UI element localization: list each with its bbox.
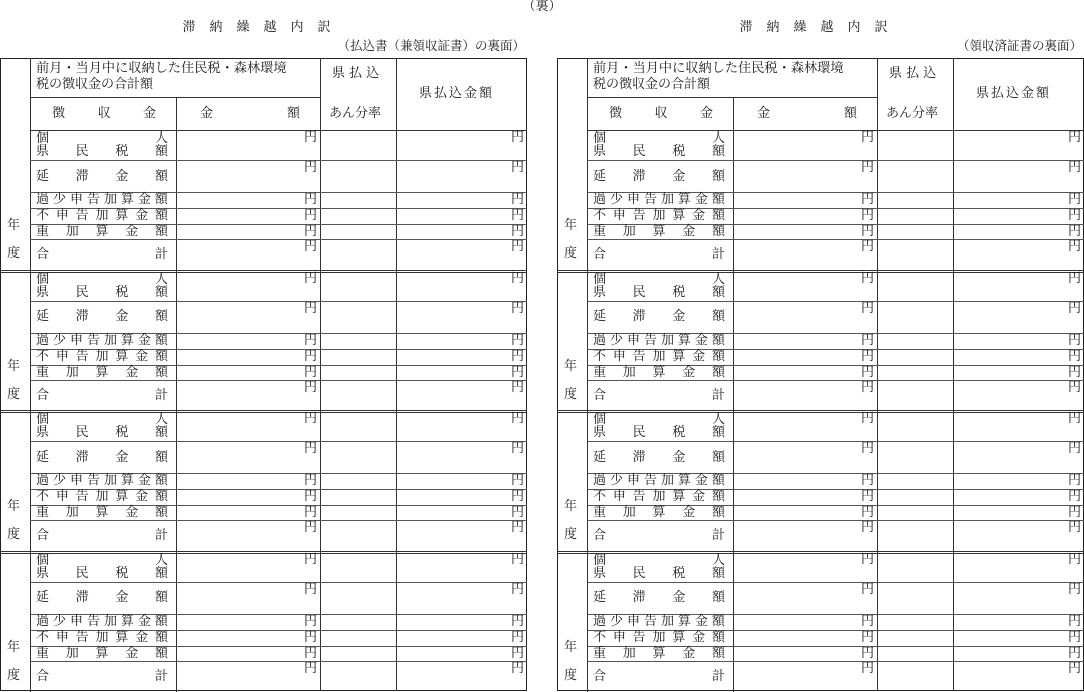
row-label: 県 民 税 額 — [593, 284, 725, 300]
grid-line — [587, 411, 588, 552]
yen-unit: 円 — [861, 629, 875, 645]
right-form-panel — [557, 0, 1084, 692]
spacer — [557, 58, 558, 59]
yen-unit: 円 — [1068, 208, 1082, 223]
grid-line — [587, 58, 588, 130]
yen-unit: 円 — [511, 441, 525, 456]
yen-unit: 円 — [304, 208, 318, 223]
row-label: 合 計 — [36, 247, 168, 263]
yen-unit: 円 — [861, 208, 875, 223]
grid-line — [176, 552, 177, 692]
col-header-anbun-ritsu: 県 払 込 — [889, 66, 937, 81]
row-label: 過 少 申 告 加 算 金 額 — [593, 192, 725, 207]
row-label: 合 計 — [593, 528, 725, 544]
row-label: 個 人 — [36, 271, 168, 287]
yen-unit: 円 — [1068, 473, 1082, 488]
grid-line — [176, 97, 177, 130]
row-label: 重 加 算 金 額 — [36, 505, 168, 520]
yen-unit: 円 — [861, 505, 875, 520]
grid-line — [587, 160, 1084, 161]
year-label: 度 — [7, 667, 21, 683]
year-label: 年 — [7, 358, 21, 374]
grid-line — [30, 552, 31, 692]
col-header-anbun-ritsu: あん分率 — [886, 106, 939, 121]
yen-unit: 円 — [511, 520, 525, 535]
row-label: 不 申 告 加 算 金 額 — [593, 629, 725, 645]
yen-unit: 円 — [511, 332, 525, 348]
yen-unit: 円 — [304, 364, 318, 380]
yen-unit: 円 — [861, 270, 875, 286]
row-label: 県 民 税 額 — [593, 565, 725, 581]
col-header-haraikomi: 県払込金額 — [419, 86, 495, 101]
grid-line — [953, 58, 954, 691]
grid-line — [30, 441, 527, 442]
grid-line — [176, 271, 177, 412]
grid-line — [30, 411, 31, 552]
row-label: 個 人 — [593, 271, 725, 287]
yen-unit: 円 — [861, 489, 875, 504]
header-group-label: 税の徴収金の合計額 — [593, 77, 711, 92]
header-group-label: 前月・当月中に収納した住民税・森林環境 — [36, 61, 287, 76]
yen-unit: 円 — [304, 613, 318, 629]
yen-unit: 円 — [1068, 411, 1082, 426]
grid-line — [587, 582, 1084, 583]
header-group-label: 税の徴収金の合計額 — [36, 77, 154, 92]
yen-unit: 円 — [511, 505, 525, 520]
grid-line — [30, 380, 527, 381]
grid-line — [30, 239, 527, 240]
grid-line — [176, 130, 177, 271]
yen-unit: 円 — [1068, 520, 1082, 535]
year-label: 度 — [7, 386, 21, 402]
yen-unit: 円 — [1068, 300, 1082, 316]
grid-line — [587, 97, 877, 98]
col-header-choshukin: 徴 収 金 — [52, 106, 156, 121]
yen-unit: 円 — [511, 613, 525, 629]
row-label: 県 民 税 額 — [593, 425, 725, 440]
yen-unit: 円 — [304, 300, 318, 316]
year-label: 年 — [564, 639, 578, 655]
row-label: 県 民 税 額 — [36, 144, 168, 159]
yen-unit: 円 — [511, 208, 525, 223]
grid-line — [30, 271, 31, 412]
yen-unit: 円 — [304, 660, 318, 676]
grid-line — [30, 301, 527, 302]
row-label: 不 申 告 加 算 金 額 — [593, 348, 725, 364]
yen-unit: 円 — [1068, 505, 1082, 520]
page-side-label: （裏） — [522, 0, 562, 14]
grid-line — [587, 130, 588, 271]
grid-line — [30, 661, 527, 662]
yen-unit: 円 — [861, 130, 875, 145]
grid-line — [30, 582, 527, 583]
row-label: 延 滞 金 額 — [36, 590, 168, 605]
spacer — [0, 58, 1, 59]
row-label: 不 申 告 加 算 金 額 — [36, 489, 168, 504]
yen-unit: 円 — [1068, 379, 1082, 395]
col-header-anbun-ritsu: あん分率 — [329, 106, 382, 121]
row-label: 個 人 — [36, 552, 168, 568]
yen-unit: 円 — [511, 348, 525, 364]
year-label: 年 — [7, 218, 21, 233]
yen-unit: 円 — [1068, 224, 1082, 239]
yen-unit: 円 — [511, 411, 525, 426]
yen-unit: 円 — [304, 379, 318, 395]
grid-line — [587, 661, 1084, 662]
yen-unit: 円 — [861, 364, 875, 380]
col-header-anbun-ritsu: 県 払 込 — [332, 66, 380, 81]
row-label: 延 滞 金 額 — [593, 309, 725, 324]
row-label: 個 人 — [36, 412, 168, 427]
yen-unit: 円 — [511, 473, 525, 488]
yen-unit: 円 — [1068, 489, 1082, 504]
yen-unit: 円 — [1068, 348, 1082, 364]
yen-unit: 円 — [1068, 239, 1082, 254]
year-label: 度 — [564, 527, 578, 542]
yen-unit: 円 — [511, 160, 525, 175]
grid-line — [30, 520, 527, 521]
row-label: 個 人 — [593, 412, 725, 427]
row-label: 不 申 告 加 算 金 額 — [36, 208, 168, 223]
row-label: 延 滞 金 額 — [36, 449, 168, 465]
yen-unit: 円 — [511, 270, 525, 286]
yen-unit: 円 — [861, 660, 875, 676]
yen-unit: 円 — [511, 489, 525, 504]
grid-line — [733, 411, 734, 552]
yen-unit: 円 — [1068, 629, 1082, 645]
yen-unit: 円 — [304, 160, 318, 175]
row-label: 過 少 申 告 加 算 金 額 — [593, 332, 725, 348]
yen-unit: 円 — [304, 551, 318, 567]
row-label: 県 民 税 額 — [593, 144, 725, 159]
yen-unit: 円 — [304, 645, 318, 661]
row-label: 過 少 申 告 加 算 金 額 — [36, 613, 168, 629]
yen-unit: 円 — [511, 300, 525, 316]
row-label: 合 計 — [593, 247, 725, 263]
row-label: 不 申 告 加 算 金 額 — [593, 489, 725, 504]
yen-unit: 円 — [1068, 645, 1082, 661]
row-label: 合 計 — [593, 668, 725, 684]
row-label: 合 計 — [593, 387, 725, 403]
yen-unit: 円 — [304, 505, 318, 520]
yen-unit: 円 — [861, 441, 875, 456]
yen-unit: 円 — [861, 160, 875, 175]
grid-line — [396, 58, 397, 691]
yen-unit: 円 — [1068, 551, 1082, 567]
yen-unit: 円 — [1068, 441, 1082, 456]
yen-unit: 円 — [304, 441, 318, 456]
yen-unit: 円 — [1068, 613, 1082, 629]
year-label: 度 — [7, 527, 21, 542]
panel-subtitle: （領収済証書の裏面） — [956, 38, 1082, 53]
row-label: 個 人 — [36, 131, 168, 146]
year-label: 年 — [7, 499, 21, 514]
yen-unit: 円 — [304, 130, 318, 145]
grid-line — [30, 160, 527, 161]
yen-unit: 円 — [304, 520, 318, 535]
row-label: 合 計 — [36, 528, 168, 544]
yen-unit: 円 — [861, 551, 875, 567]
year-label: 年 — [564, 218, 578, 233]
row-label: 不 申 告 加 算 金 額 — [593, 208, 725, 223]
yen-unit: 円 — [861, 411, 875, 426]
yen-unit: 円 — [861, 520, 875, 535]
yen-unit: 円 — [1068, 130, 1082, 145]
row-label: 合 計 — [36, 387, 168, 403]
yen-unit: 円 — [304, 348, 318, 364]
col-header-kingaku: 金 額 — [200, 106, 300, 121]
col-header-haraikomi: 県払込金額 — [976, 86, 1052, 101]
panel-subtitle: （払込書（兼領収証書）の裏面） — [337, 38, 525, 53]
row-label: 過 少 申 告 加 算 金 額 — [593, 613, 725, 629]
yen-unit: 円 — [304, 411, 318, 426]
yen-unit: 円 — [511, 192, 525, 207]
yen-unit: 円 — [511, 581, 525, 597]
grid-line — [587, 239, 1084, 240]
grid-line — [587, 271, 588, 412]
row-label: 重 加 算 金 額 — [593, 645, 725, 661]
yen-unit: 円 — [511, 660, 525, 676]
yen-unit: 円 — [861, 332, 875, 348]
yen-unit: 円 — [1068, 660, 1082, 676]
yen-unit: 円 — [304, 239, 318, 254]
year-label: 年 — [564, 499, 578, 514]
yen-unit: 円 — [861, 348, 875, 364]
row-label: 過 少 申 告 加 算 金 額 — [36, 332, 168, 348]
row-label: 過 少 申 告 加 算 金 額 — [36, 192, 168, 207]
year-label: 度 — [564, 386, 578, 402]
grid-line — [30, 97, 320, 98]
row-label: 個 人 — [593, 552, 725, 568]
yen-unit: 円 — [304, 489, 318, 504]
yen-unit: 円 — [304, 473, 318, 488]
panel-title: 滞納繰越内訳 — [739, 20, 902, 35]
grid-line — [733, 271, 734, 412]
row-label: 重 加 算 金 額 — [36, 364, 168, 380]
yen-unit: 円 — [511, 239, 525, 254]
header-group-label: 前月・当月中に収納した住民税・森林環境 — [593, 61, 844, 76]
yen-unit: 円 — [304, 332, 318, 348]
grid-line — [733, 552, 734, 692]
arrears-breakdown-table — [0, 58, 527, 691]
year-label: 度 — [564, 246, 578, 261]
year-label: 度 — [564, 667, 578, 683]
grid-line — [733, 97, 734, 130]
yen-unit: 円 — [511, 629, 525, 645]
row-label: 過 少 申 告 加 算 金 額 — [36, 473, 168, 488]
grid-line — [733, 130, 734, 271]
grid-line — [587, 441, 1084, 442]
grid-line — [176, 411, 177, 552]
row-label: 個 人 — [593, 131, 725, 146]
col-header-choshukin: 徴 収 金 — [609, 106, 713, 121]
row-label: 延 滞 金 額 — [593, 449, 725, 465]
yen-unit: 円 — [511, 551, 525, 567]
left-form-panel — [0, 0, 527, 692]
col-header-kingaku: 金 額 — [757, 106, 857, 121]
row-label: 県 民 税 額 — [36, 425, 168, 440]
yen-unit: 円 — [304, 270, 318, 286]
yen-unit: 円 — [861, 613, 875, 629]
yen-unit: 円 — [861, 645, 875, 661]
yen-unit: 円 — [861, 379, 875, 395]
yen-unit: 円 — [511, 224, 525, 239]
yen-unit: 円 — [1068, 364, 1082, 380]
yen-unit: 円 — [1068, 332, 1082, 348]
row-label: 重 加 算 金 額 — [593, 364, 725, 380]
yen-unit: 円 — [304, 581, 318, 597]
grid-line — [30, 130, 31, 271]
yen-unit: 円 — [861, 192, 875, 207]
row-label: 重 加 算 金 額 — [36, 224, 168, 239]
yen-unit: 円 — [861, 239, 875, 254]
grid-line — [30, 58, 31, 130]
grid-line — [587, 380, 1084, 381]
year-label: 年 — [564, 358, 578, 374]
row-label: 重 加 算 金 額 — [593, 224, 725, 239]
yen-unit: 円 — [304, 192, 318, 207]
yen-unit: 円 — [511, 379, 525, 395]
yen-unit: 円 — [304, 629, 318, 645]
grid-line — [587, 552, 588, 692]
grid-line — [587, 301, 1084, 302]
yen-unit: 円 — [304, 224, 318, 239]
year-label: 年 — [7, 639, 21, 655]
row-label: 県 民 税 額 — [36, 565, 168, 581]
row-label: 不 申 告 加 算 金 額 — [36, 629, 168, 645]
row-label: 県 民 税 額 — [36, 284, 168, 300]
row-label: 重 加 算 金 額 — [36, 645, 168, 661]
yen-unit: 円 — [1068, 160, 1082, 175]
yen-unit: 円 — [511, 645, 525, 661]
grid-line — [320, 58, 321, 691]
year-label: 度 — [7, 246, 21, 261]
yen-unit: 円 — [511, 364, 525, 380]
yen-unit: 円 — [861, 300, 875, 316]
grid-line — [587, 520, 1084, 521]
yen-unit: 円 — [1068, 581, 1082, 597]
row-label: 不 申 告 加 算 金 額 — [36, 348, 168, 364]
yen-unit: 円 — [861, 581, 875, 597]
yen-unit: 円 — [861, 473, 875, 488]
yen-unit: 円 — [1068, 192, 1082, 207]
row-label: 延 滞 金 額 — [593, 590, 725, 605]
row-label: 延 滞 金 額 — [36, 168, 168, 184]
row-label: 延 滞 金 額 — [36, 309, 168, 324]
row-label: 合 計 — [36, 668, 168, 684]
row-label: 過 少 申 告 加 算 金 額 — [593, 473, 725, 488]
yen-unit: 円 — [1068, 270, 1082, 286]
row-label: 重 加 算 金 額 — [593, 505, 725, 520]
yen-unit: 円 — [511, 130, 525, 145]
grid-line — [877, 58, 878, 691]
row-label: 延 滞 金 額 — [593, 168, 725, 184]
yen-unit: 円 — [861, 224, 875, 239]
panel-title: 滞納繰越内訳 — [182, 20, 345, 35]
arrears-breakdown-table — [557, 58, 1084, 691]
